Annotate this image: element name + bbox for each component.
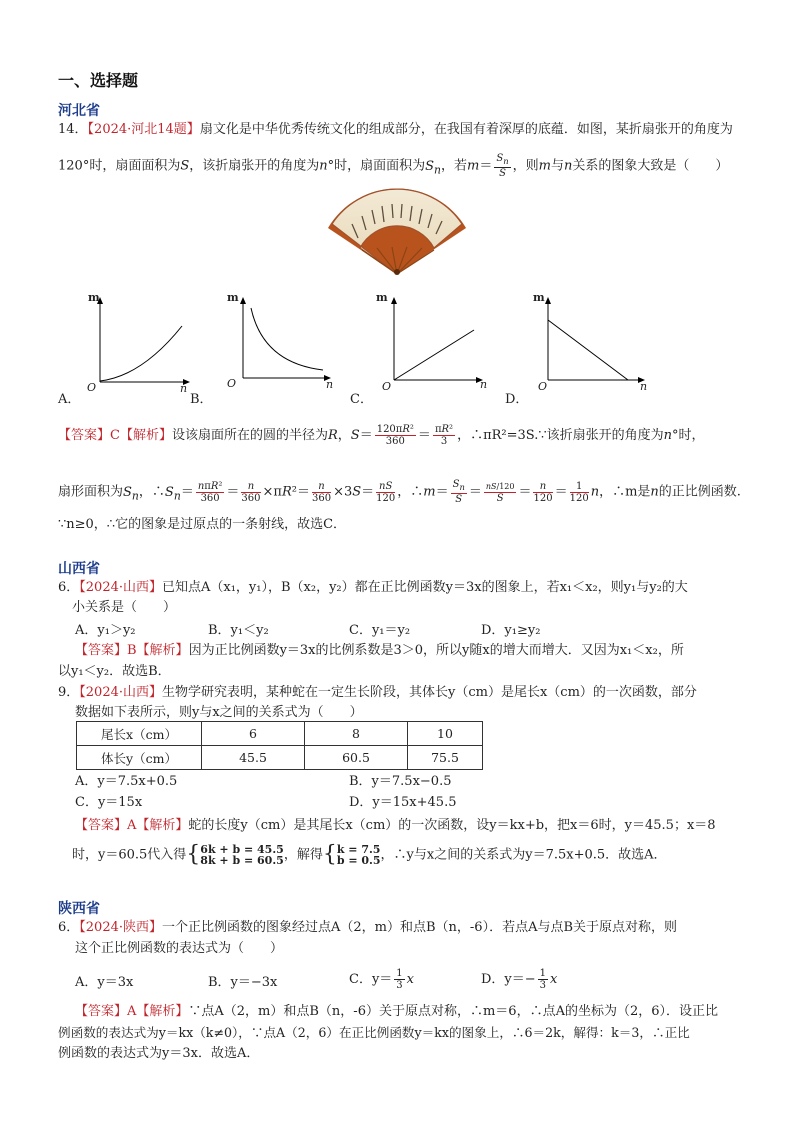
shanxi-q6-option-a: A．y₁＞y₂ <box>75 623 136 638</box>
answer-tag: 【答案】A【解析】 <box>75 1004 189 1019</box>
hebei-answer-line3: ∵n≥0，∴它的图象是过原点的一条射线，故选C． <box>58 517 347 532</box>
graph-c-m-label: m <box>376 291 388 304</box>
shaanxi-q6-line1: 6．【2024·陕西】一个正比例函数的图象经过点A（2，m）和点B（n，-6）．若点A与点B关于原点对称，则 <box>58 920 678 935</box>
shaanxi-answer-line2: 例函数的表达式为y＝kx（k≠0），∵点A（2，6）在正比例函数y＝kx的图象上，∴6＝2k，解得：k＝3，∴正比 <box>58 1025 690 1040</box>
shanxi-q9-line1: 9．【2024·山西】生物学研究表明，某种蛇在一定生长阶段，其体长y（cm）是尾长x（cm）的一次函数，部分 <box>58 685 697 700</box>
shaanxi-q6-option-a: A．y＝3x <box>75 975 134 990</box>
graph-c-origin: O <box>382 380 392 393</box>
shanxi-q9-option-b: B．y＝7.5x−0.5 <box>349 774 452 789</box>
graph-c-n-label: n <box>480 378 488 391</box>
snake-data-table <box>76 721 483 770</box>
graph-a-m-label: m <box>88 291 100 304</box>
shaanxi-q6-option-d: D．y＝− $\frac{1}{3}$ x <box>481 968 558 991</box>
shaanxi-q6-option-b: B．y＝−3x <box>208 975 278 990</box>
shaanxi-answer-line1: 【答案】A【解析】∵点A（2，m）和点B（n，-6）关于原点对称，∴m＝6，∴点A的坐标为（2，6）．设正比 <box>75 1004 718 1019</box>
table-cell: 6 <box>202 722 305 746</box>
shanxi-q6-option-c: C．y₁＝y₂ <box>349 623 411 638</box>
shanxi-q9-option-d: D．y＝15x+45.5 <box>349 795 457 810</box>
shanxi-q9-answer-line2: 时，y＝60.5代入得{ 6k + b = 45.5 8k + b = 60.5 ，解得{ k = 7.5 b = 0.5 ，∴y与x之间的关系式为y＝7.5x+0.5．故选A． <box>72 842 667 867</box>
shanxi-q9-option-c: C．y＝15x <box>75 795 143 810</box>
graph-b-origin: O <box>227 377 237 390</box>
option-d-label: D． <box>505 392 529 407</box>
option-c-label: C． <box>350 392 373 407</box>
graph-d-n-label: n <box>640 380 648 393</box>
hebei-answer-line2: 扇形面积为$S_n$，$\therefore S_n=$ $\frac{\text{nπR²}}{360}$ ＝ $\frac{n}{360}$ ×πR²＝ $\frac{n}{360}$ ×3S＝ $\frac{nS}{120}$ ，∴m＝ $\frac{S_n}{S}$ ＝ $\frac{nS/120}{S}$ ＝ $\frac{n}{120}$ ＝ $\frac{1}{120}$ n，∴m是n的正比例函数. <box>58 479 741 505</box>
table-cell: 45.5 <box>202 746 305 770</box>
section-title: 一、选择题 <box>58 71 139 90</box>
question-tag: 【2024·山西】 <box>79 685 162 700</box>
answer-tag: 【答案】B【解析】 <box>75 643 189 658</box>
province-hebei: 河北省 <box>58 103 100 119</box>
option-b-label: B． <box>190 392 213 407</box>
equation-system-1: 6k + b = 45.5 8k + b = 60.5 <box>200 843 284 867</box>
shanxi-q6-line2: 小关系是（ ） <box>72 600 177 615</box>
table-cell: 75.5 <box>408 746 483 770</box>
answer-tag: 【答案】C【解析】 <box>58 428 172 443</box>
table-cell: 尾长x（cm） <box>77 722 202 746</box>
shanxi-q9-answer-line1: 【答案】A【解析】蛇的长度y（cm）是其尾长x（cm）的一次函数，设y＝kx+b，把x＝6时，y＝45.5；x＝8 <box>75 818 716 833</box>
shaanxi-answer-line3: 例函数的表达式为y＝3x．故选A． <box>58 1046 260 1061</box>
hebei-answer-line1: 【答案】C【解析】设该扇面所在的圆的半径为R，S＝ $\frac{\text{120πR²}}{360}$ ＝ $\frac{\text{πR²}}{3}$ ，∴πR²=3S.∵该折扇张开的角度为n°时， <box>58 424 705 447</box>
shanxi-q9-option-a: A．y＝7.5x+0.5 <box>75 774 178 789</box>
shanxi-q6-answer-line1: 【答案】B【解析】因为正比例函数y＝3x的比例系数是3＞0，所以y随x的增大而增大．又因为x₁＜x₂，所 <box>75 643 684 658</box>
graph-d-origin: O <box>538 380 548 393</box>
graph-a-origin: O <box>87 381 97 394</box>
equation-system-2: k = 7.5 b = 0.5 <box>336 843 381 867</box>
shanxi-q9-line2: 数据如下表所示，则y与x之间的关系式为（ ） <box>75 705 363 720</box>
question-tag: 【2024·陕西】 <box>79 920 162 935</box>
shaanxi-q6-line2: 这个正比例函数的表达式为（ ） <box>75 941 284 956</box>
question-tag: 【2024·山西】 <box>79 580 162 595</box>
table-row <box>77 722 483 746</box>
hebei-q14-line2: 120°时，扇面面积为S，该折扇张开的角度为n°时，扇面面积为$S_n$，若m＝ $\frac{S_n}{S}$ ，则m与n关系的图象大致是（ ） <box>58 153 729 179</box>
table-cell: 8 <box>305 722 408 746</box>
folding-fan-image <box>322 188 472 278</box>
shanxi-q6-line1: 6．【2024·山西】已知点A（x₁，y₁），B（x₂，y₂）都在正比例函数y＝3x的图象上，若x₁＜x₂，则y₁与y₂的大 <box>58 580 688 595</box>
question-tag: 【2024·河北14题】 <box>87 122 200 137</box>
table-cell: 10 <box>408 722 483 746</box>
graph-d-m-label: m <box>533 291 545 304</box>
answer-tag: 【答案】A【解析】 <box>75 818 189 833</box>
shanxi-q6-option-d: D．y₁≥y₂ <box>481 623 541 638</box>
graph-b-n-label: n <box>326 378 334 391</box>
province-shanxi: 山西省 <box>58 561 100 577</box>
table-cell: 60.5 <box>305 746 408 770</box>
table-row <box>77 746 483 770</box>
shaanxi-q6-option-c: C．y＝ $\frac{1}{3}$ x <box>349 968 415 991</box>
option-a-label: A． <box>58 392 81 407</box>
graph-b-m-label: m <box>227 291 239 304</box>
graph-d-line <box>532 288 652 398</box>
graph-a-n-label: n <box>180 382 188 395</box>
hebei-q14-line1: 14．【2024·河北14题】扇文化是中华优秀传统文化的组成部分，在我国有着深厚的底蕴．如图，某折扇张开的角度为 <box>58 122 733 137</box>
shanxi-q6-option-b: B．y₁＜y₂ <box>208 623 269 638</box>
shanxi-q6-answer-line2: 以y₁＜y₂．故选B． <box>58 664 171 679</box>
table-cell: 体长y（cm） <box>77 746 202 770</box>
province-shaanxi: 陕西省 <box>58 901 100 917</box>
